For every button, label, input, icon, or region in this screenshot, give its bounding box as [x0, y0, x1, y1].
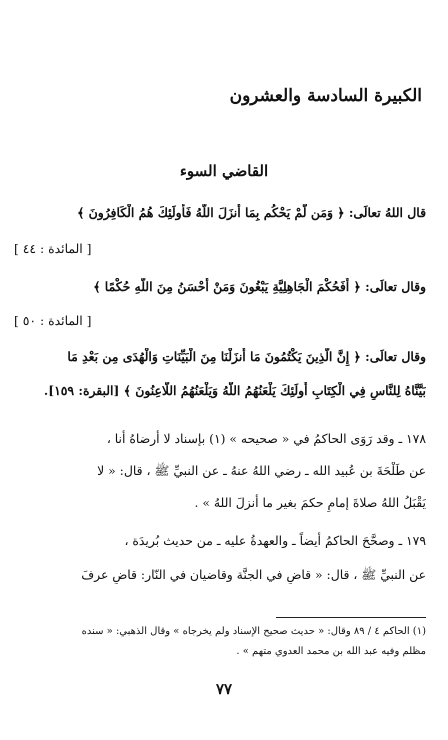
body-line-3: وقال تعالَى: ﴿ إِنَّ الَّذِينَ يَكْتُمُونَ مَا أَنزَلْنَا مِنَ الْبَيِّنَاتِ وَالْهُدَى مِن بَعْدِ مَا: [67, 349, 426, 364]
hadith-178-line-2: عن طَلْحَةَ بن عُبيد الله ـ رضي اللهُ عنهُ ـ عن النبيِّ ﷺ ، قال: « لا: [97, 463, 426, 478]
body-line-1: قال اللهُ تعالَى: ﴿ وَمَن لَّمْ يَحْكُم بِمَا أَنزَلَ اللَّهُ فَأُولَئِكَ هُمُ الْكَافِرُونَ ﴾: [77, 205, 426, 220]
hadith-179-line-1: ١٧٩ ـ وصحَّحَ الحاكمُ أيضاً ـ والعهدةُ عليه ـ من حديث بُريدَة ،: [124, 533, 426, 548]
footnote-line-2: مظلم وفيه عبد الله بن محمد العدوي متهم » .: [236, 646, 426, 657]
hadith-178-line-1: ١٧٨ ـ وقد رَوَى الحاكمُ في « صحيحه » (١) بإسناد لا أرضاهُ أنا ،: [106, 431, 426, 446]
section-title: القاضي السوء: [179, 162, 269, 180]
chapter-title: الكبيرة السادسة والعشرون: [229, 86, 422, 106]
verse-reference-2: [ المائدة : ٥٠ ]: [14, 313, 92, 328]
footnote-divider: [276, 617, 426, 618]
hadith-179-line-2: عن النبيِّ ﷺ ، قال: « قاضٍ في الجنَّة وقاضيان في النّار: قاضٍ عرفَ: [81, 567, 426, 582]
body-line-4: بَيَّنَّاهُ لِلنَّاسِ فِي الْكِتَابِ أُولَئِكَ يَلْعَنُهُمُ اللَّهُ وَيَلْعَنُهُمُ اللَّاعِنُونَ ﴾ [البقرة: ١٥٩].: [43, 383, 426, 398]
verse-reference-1: [ المائدة : ٤٤ ]: [14, 241, 92, 256]
page-number: ٧٧: [215, 680, 233, 698]
footnote-line-1: (١) الحاكم ٤ / ٨٩ وقال: « حديث صحيح الإسناد ولم يخرجاه » وقال الذهبي: « سنده: [81, 626, 426, 637]
body-line-2: وقال تعالَى: ﴿ أَفَحُكْمَ الْجَاهِلِيَّةِ يَبْغُونَ وَمَنْ أَحْسَنُ مِنَ اللَّهِ حُكْمًا ﴾: [93, 279, 426, 294]
hadith-178-line-3: يَقْبَلُ اللهُ صلاةَ إمامٍ حكمَ بغير ما أنزلَ اللهُ » .: [194, 495, 426, 510]
